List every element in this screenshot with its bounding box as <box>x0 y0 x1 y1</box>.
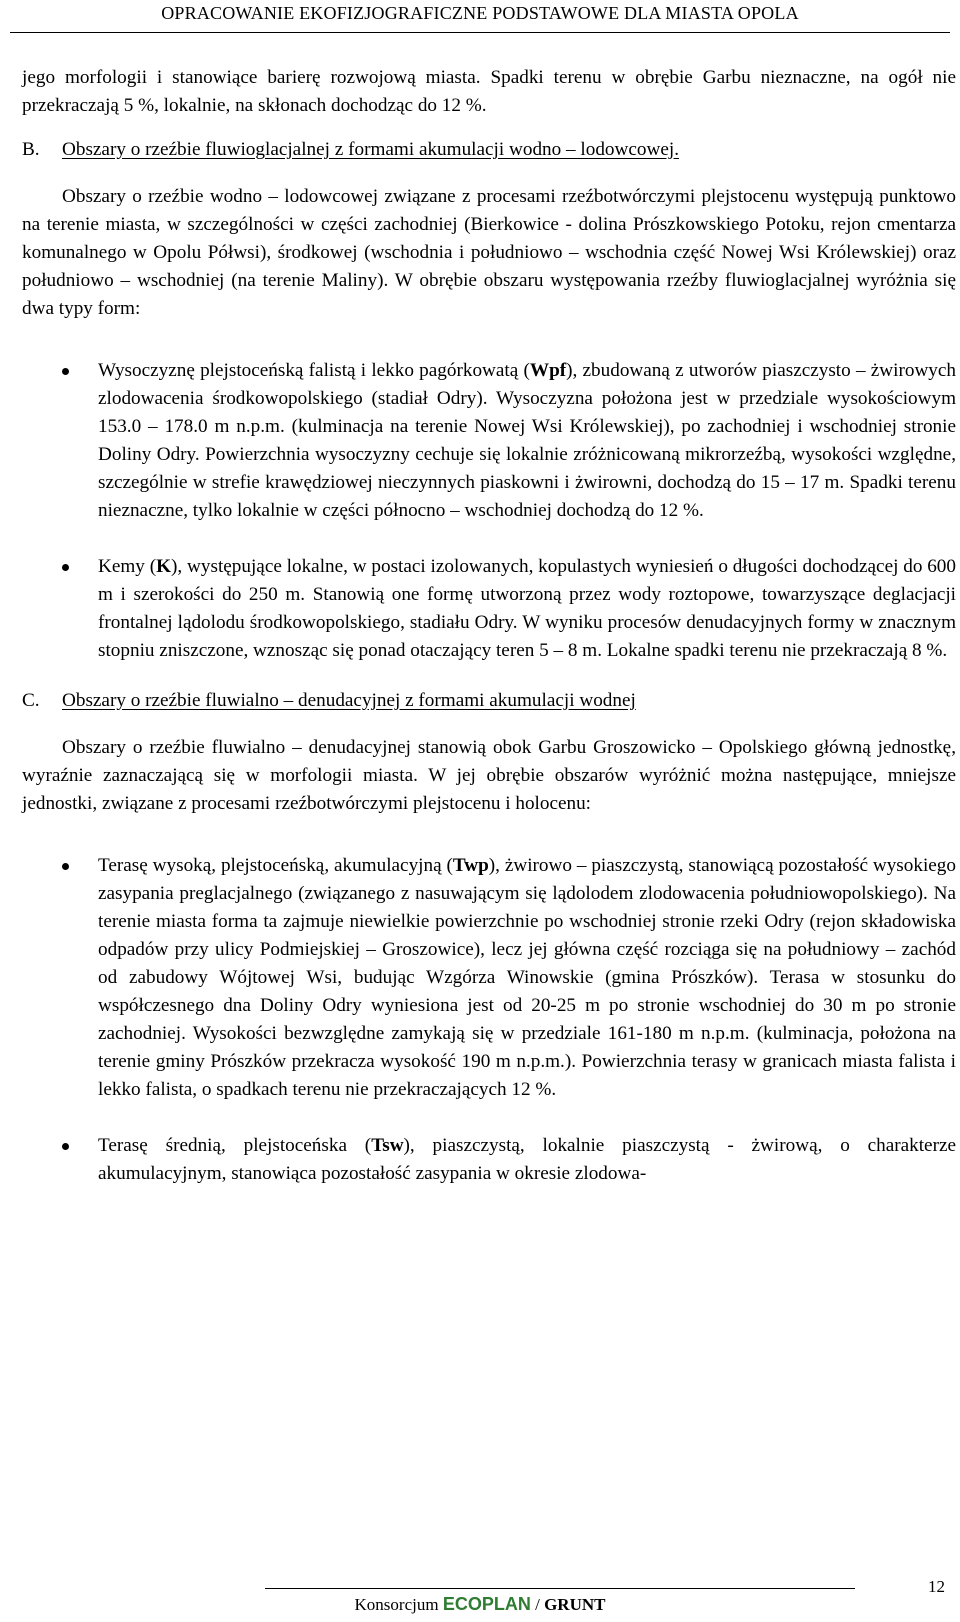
bullet-text-before: Wysoczyznę plejstoceńską falistą i lekko pagórkowatą ( <box>98 360 530 381</box>
bullet-icon <box>62 368 69 375</box>
section-b-title: Obszary o rzeźbie fluwioglacjalnej z formami akumulacji wodno – lodowcowej. <box>62 139 679 160</box>
document-title: OPRACOWANIE EKOFIZJOGRAFICZNE PODSTAWOWE DLA MIASTA OPOLA <box>161 3 799 23</box>
page-number: 12 <box>928 1577 945 1596</box>
list-item-twp <box>22 852 956 1104</box>
bullet-text-after: ), zbudowaną z utworów piaszczysto – żwirowych zlodowacenia środkowopolskiego (stadiał Odry). Wysoczyzna położona jest w przedziale wysokościowym 153.0 – 178.0 m n.p.m. (kulminacja na terenie Nowej Wsi Królewskiej), po zachodniej i wschodniej stronie Doliny Odry. Powierzchnia wysoczyzny cechuje się lokalnie zróżnicowaną mikrorzeźbą, wysokości względne, szczególnie w strefie krawędziowej nieczynnych piaskowni i żwirowni, dochodzą do 15 – 17 m. Spadki terenu nieznaczne, tylko lokalnie w części północno – wschodniej dochodzą do 12 %. <box>98 360 957 521</box>
header-divider <box>10 32 950 33</box>
section-c-letter: C. <box>22 690 40 711</box>
list-item-tsw <box>22 1132 956 1188</box>
bullet-icon <box>62 1143 69 1150</box>
bullet-text-after: ), występujące lokalne, w postaci izolowanych, kopulastych wyniesień o długości dochodzącej do 600 m i szerokości do 250 m. Stanowią one formę utworzoną przez wody roztopowe, towarzyszące deglacjacji frontalnej lądolodu środkowopolskiego, stadiału Odry. W wyniku procesów denudacyjnych formy w znacznym stopniu zniszczone, wznosząc się ponad otaczający teren 5 – 8 m. Lokalne spadki terenu nie przekraczają 8 %. <box>98 556 956 661</box>
bullet-text-after: ), piaszczystą, lokalnie piaszczystą - żwirową, o charakterze akumulacyjnym, stanowiąca pozostałość zasypania w okresie zlodowa- <box>98 1135 956 1184</box>
page-header <box>0 2 960 32</box>
section-c-paragraph: Obszary o rzeźbie fluwialno – denudacyjnej stanowią obok Garbu Groszowicko – Opolskiego główną jednostkę, wyraźnie zaznaczającą się w morfologii miasta. W jej obrębie obszarów wyróżnić można następujące, mniejsze jednostki, związane z procesami rzeźbotwórczymi plejstocenu i holocenu: <box>22 737 956 814</box>
form-code: K <box>156 556 172 577</box>
section-b-bullet-list <box>22 357 956 665</box>
list-item-wpf <box>22 357 956 525</box>
bullet-text-before: Terasę wysoką, plejstoceńską, akumulacyjną ( <box>98 855 453 876</box>
section-b-paragraph: Obszary o rzeźbie wodno – lodowcowej związane z procesami rzeźbotwórczymi plejstocenu występują punktowo na terenie miasta, w szczególności w części zachodniej (Bierkowice - dolina Prószkowskiego Potoku, rejon cmentarza komunalnego w Opolu Półwsi), środkowej (wschodnia i południowo – wschodnia część Nowej Wsi Królewskiej) oraz południowo – wschodniej (na terenie Maliny). W obrębie obszaru występowania rzeźby fluwioglacjalnej wyróżnia się dwa typy form: <box>22 186 956 319</box>
page-footer <box>0 1592 960 1618</box>
intro-paragraph: jego morfologii i stanowiące barierę rozwojową miasta. Spadki terenu w obrębie Garbu nieznaczne, na ogół nie przekraczają 5 %, lokalnie, na skłonach dochodząc do 12 %. <box>22 67 956 116</box>
footer-separator: / <box>530 1595 545 1614</box>
bullet-text-after: ), żwirowo – piaszczystą, stanowiącą pozostałość wysokiego zasypania preglacjalnego (związanego z nasuwającym się lądolodem zlodowacenia południowopolskiego). Na terenie miasta forma ta zajmuje niewielkie powierzchnie po wschodniej stronie rzeki Odry (rejon składowiska odpadów przy ulicy Podmiejskiej – Groszowice), lecz jej główna część rozciąga się na południowy – zachód od zabudowy Wójtowej Wsi, budując Wzgórza Winowskie (gmina Prószków). Terasa w stosunku do współczesnego dna Doliny Odry wyniesiona jest od 20-25 m po stronie wschodniej do 30 m po stronie zachodniej. Wysokości bezwzględne zamykają się w przedziale 161-180 m n.p.m. (kulminacja, położona na terenie gminy Prószków przekracza wysokość 190 m n.p.m.). Powierzchnia terasy w granicach miasta falista i lekko falista, o spadkach terenu nie przekraczających 12 %. <box>98 855 956 1100</box>
bullet-text-before: Kemy ( <box>98 556 157 577</box>
section-c-title: Obszary o rzeźbie fluwialno – denudacyjnej z formami akumulacji wodnej <box>62 690 636 711</box>
footer-partner: GRUNT <box>544 1595 606 1614</box>
footer-divider <box>265 1588 855 1589</box>
list-item-k <box>22 553 956 665</box>
form-code: Twp <box>452 855 489 876</box>
form-code: Tsw <box>371 1135 404 1156</box>
section-c-heading <box>22 687 956 715</box>
bullet-icon <box>62 564 69 571</box>
ecoplan-logo-text: ECOPLAN <box>442 1594 531 1614</box>
footer-prefix: Konsorcjum <box>354 1595 439 1614</box>
bullet-text-before: Terasę średnią, plejstoceńska ( <box>98 1135 372 1156</box>
bullet-icon <box>62 863 69 870</box>
document-body <box>22 64 956 1188</box>
section-c-bullet-list <box>22 852 956 1188</box>
section-b-heading <box>22 136 956 164</box>
form-code: Wpf <box>529 360 567 381</box>
section-b-letter: B. <box>22 139 40 160</box>
